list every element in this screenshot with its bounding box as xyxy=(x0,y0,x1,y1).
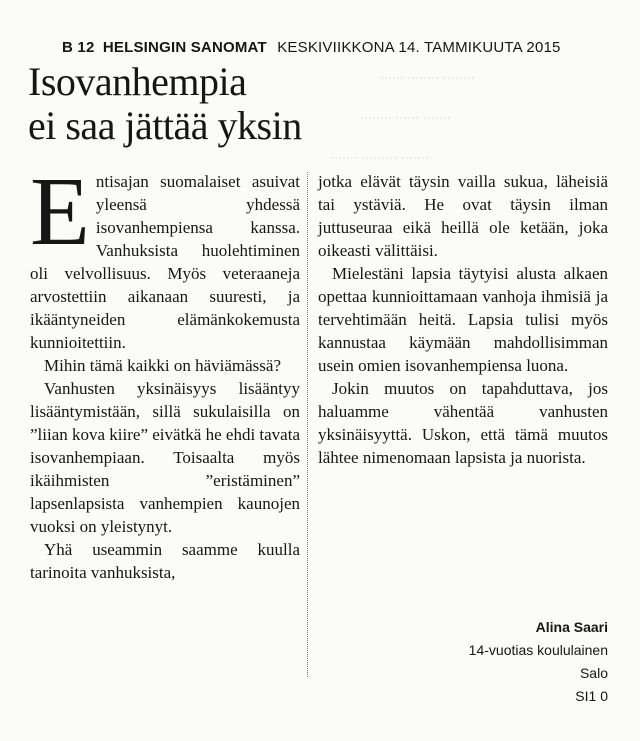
column-divider xyxy=(307,172,308,677)
paragraph: Vanhusten yksinäisyys lisääntyy lisääntymistään, sillä sukulaisilla on ”liian kova kiire” eivätkä he ehdi tavata isovanhempiaan. Toisaalta myös ikäihmisten ”eristäminen” lapsenlapsista vanhempien kaunojen vuoksi on yleistynyt. xyxy=(30,379,300,536)
author-name: Alina Saari xyxy=(535,619,608,635)
paragraph: Mihin tämä kaikki on häviämässä? xyxy=(44,356,281,375)
article-headline xyxy=(28,60,302,148)
author-place: Salo xyxy=(579,665,608,681)
publication-date: KESKIVIIKKONA 14. TAMMIKUUTA 2015 xyxy=(277,39,561,56)
paragraph-text: ntisajan suomalaiset asuivat yleensä yhdessä isovanhempiensa kanssa. Vanhuksista huolehtiminen oli velvollisuus. Myös veteraaneja arvostettiin aikanaan suuresti, ja ikääntyneiden elämänkokemusta kunnioitettiin. xyxy=(30,172,300,352)
show-through-text: ······· ········· ······· xyxy=(330,150,429,164)
paragraph: Jokin muutos on tapahduttava, jos haluamme vähentää vanhusten yksinäisyyttä. Uskon, että tämä muutos lähtee nimenomaan lapsista ja nuorista. xyxy=(318,379,608,467)
author-signature xyxy=(469,616,608,708)
headline-line-1: Isovanhempia xyxy=(28,59,247,104)
article-column-left xyxy=(30,158,300,584)
paragraph: Mielestäni lapsia täytyisi alusta alkaen opettaa kunnioittamaan vanhoja ihmisiä ja tervehtimään heitä. Lapsia tulisi myös kannustaa käymään mahdollisimman usein omien isovanhempiensa luona. xyxy=(318,264,608,375)
headline-line-2: ei saa jättää yksin xyxy=(28,103,302,148)
author-role: 14-vuotias koululainen xyxy=(468,642,608,658)
article-code: SI1 0 xyxy=(575,688,608,704)
show-through-text: ······ ········ ········ xyxy=(380,70,475,84)
page-number: B 12 xyxy=(62,39,95,56)
drop-cap: E xyxy=(30,158,90,266)
article-column-right xyxy=(318,170,608,469)
paragraph xyxy=(30,158,300,354)
paragraph: jotka elävät täysin vailla sukua, läheisiä tai ystäviä. He ovat täysin ilman juttuseuraa eikä heillä ole ketään, joka oikeasti välittäisi. xyxy=(318,172,608,260)
paragraph: Yhä useammin saamme kuulla tarinoita vanhuksista, xyxy=(30,540,300,582)
newspaper-name: HELSINGIN SANOMAT xyxy=(102,39,267,56)
show-through-text: ········ ······ ······· xyxy=(360,110,451,124)
page-header xyxy=(62,36,640,60)
